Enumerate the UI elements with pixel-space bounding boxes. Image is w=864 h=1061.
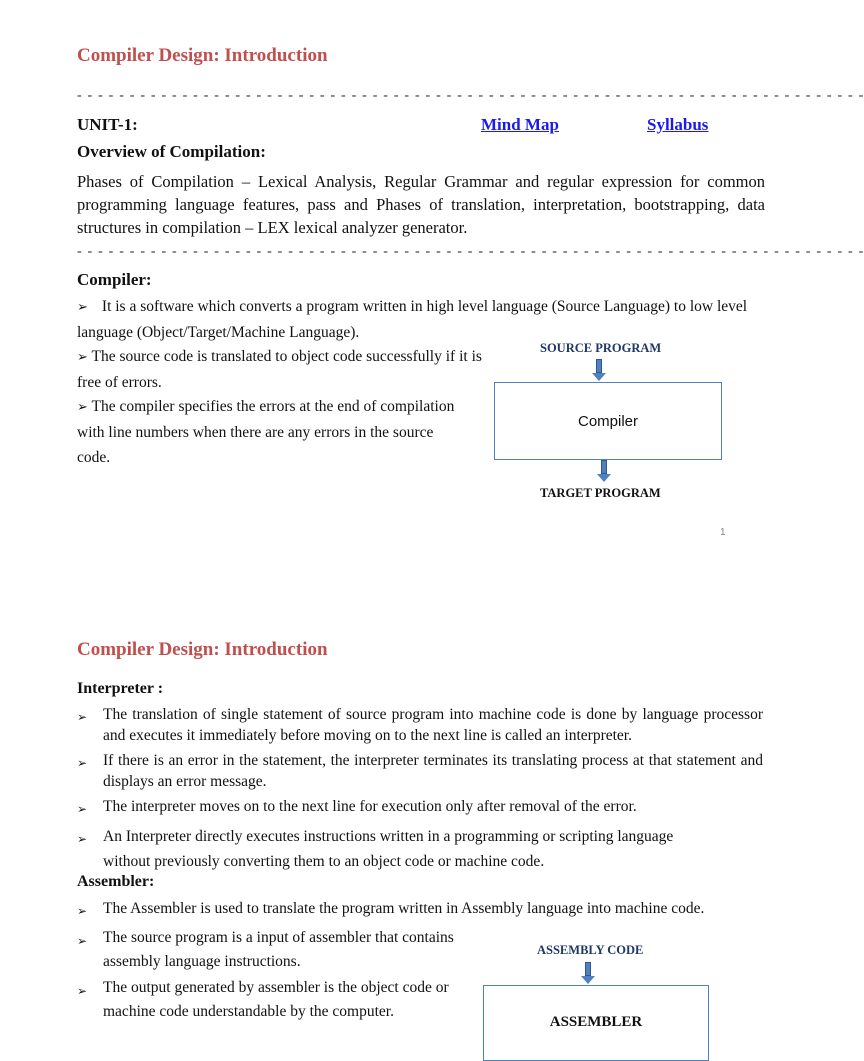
unit-label: UNIT-1: (77, 115, 138, 134)
list-item (77, 796, 763, 820)
down-arrow-icon (599, 460, 609, 482)
list-item (77, 898, 763, 922)
syllabus-link[interactable]: Syllabus (647, 115, 709, 134)
bullet-text: The source program is a input of assembler that contains assembly language instructions. (103, 929, 454, 970)
divider: - - - - - - - - - - - - - - - - - - - - - - - - - - - - - - - - - - - - - - - - - - - - - - - - - - - - - - - - - - - - - - - - - - - - - - - - - - - (77, 88, 864, 103)
bullet-text: If there is an error in the statement, the interpreter terminates its translating process at that statement and displays an error message. (103, 752, 763, 790)
list-item (77, 394, 457, 470)
page-number: 1 (720, 527, 726, 538)
assembler-heading: Assembler: (77, 873, 155, 890)
compiler-box-label: Compiler (577, 412, 638, 430)
page-title: Compiler Design: Introduction (77, 45, 328, 66)
bullet-text: The translation of single statement of source program into machine code is done by language processor and executes it immediately before moving on to the next line is called an interpreter. (103, 706, 763, 744)
overview-heading: Overview of Compilation: (77, 142, 266, 161)
list-item (77, 344, 495, 395)
source-program-label: SOURCE PROGRAM (540, 341, 662, 355)
bullet-text: It is a software which converts a program written in high level language (Source Language) to low level language (Object/Target/Machine Language). (77, 298, 748, 341)
divider: - - - - - - - - - - - - - - - - - - - - - - - - - - - - - - - - - - - - - - - - - - - - - - - - - - - - - - - - - - - - - - - - - - - - - - - - - - - (77, 244, 864, 259)
list-item (77, 926, 457, 974)
bullet-arrow-icon: ➢ (77, 350, 88, 365)
bullet-arrow-icon: ➢ (77, 300, 88, 315)
list-item (77, 294, 757, 345)
interpreter-heading: Interpreter : (77, 680, 164, 697)
compiler-heading: Compiler: (77, 270, 152, 289)
down-arrow-icon (583, 962, 593, 984)
overview-text: Phases of Compilation – Lexical Analysis, Regular Grammar and regular expression for common programming language features, pass and Phases of translation, interpretation, bootstrapping, data structures in compilation – LEX lexical analyzer generator. (77, 172, 765, 237)
bullet-arrow-icon: ➢ (77, 934, 88, 948)
bullet-text: The Assembler is used to translate the program written in Assembly language into machine code. (103, 900, 705, 917)
bullet-text: An Interpreter directly executes instructions written in a programming or scripting language without previously converting them to an object code or machine code. (103, 828, 674, 870)
list-item (77, 976, 457, 1024)
bullet-text: The interpreter moves on to the next line for execution only after removal of the error. (103, 798, 637, 815)
bullet-arrow-icon: ➢ (77, 984, 88, 998)
bullet-text: The compiler specifies the errors at the end of compilation with line numbers when there are any errors in the source code. (77, 398, 455, 466)
list-item (77, 824, 717, 874)
assembler-box-label: ASSEMBLER (549, 1014, 643, 1030)
down-arrow-icon (594, 359, 604, 381)
assembly-code-label: ASSEMBLY CODE (537, 943, 644, 957)
bullet-arrow-icon: ➢ (77, 832, 88, 846)
page-title: Compiler Design: Introduction (77, 639, 328, 660)
list-item (77, 750, 763, 792)
compiler-box (494, 382, 722, 460)
bullet-text: The output generated by assembler is the object code or machine code understandable by the computer. (103, 979, 449, 1020)
bullet-text: The source code is translated to object code successfully if it is free of errors. (77, 348, 482, 391)
bullet-arrow-icon: ➢ (77, 756, 88, 770)
bullet-arrow-icon: ➢ (77, 710, 88, 724)
mind-map-link[interactable]: Mind Map (481, 115, 559, 134)
list-item (77, 704, 763, 746)
bullet-arrow-icon: ➢ (77, 802, 88, 816)
target-program-label: TARGET PROGRAM (540, 486, 661, 500)
interpreter-list (77, 704, 763, 874)
bullet-arrow-icon: ➢ (77, 400, 88, 415)
bullet-arrow-icon: ➢ (77, 904, 88, 918)
assembler-box (483, 985, 709, 1061)
